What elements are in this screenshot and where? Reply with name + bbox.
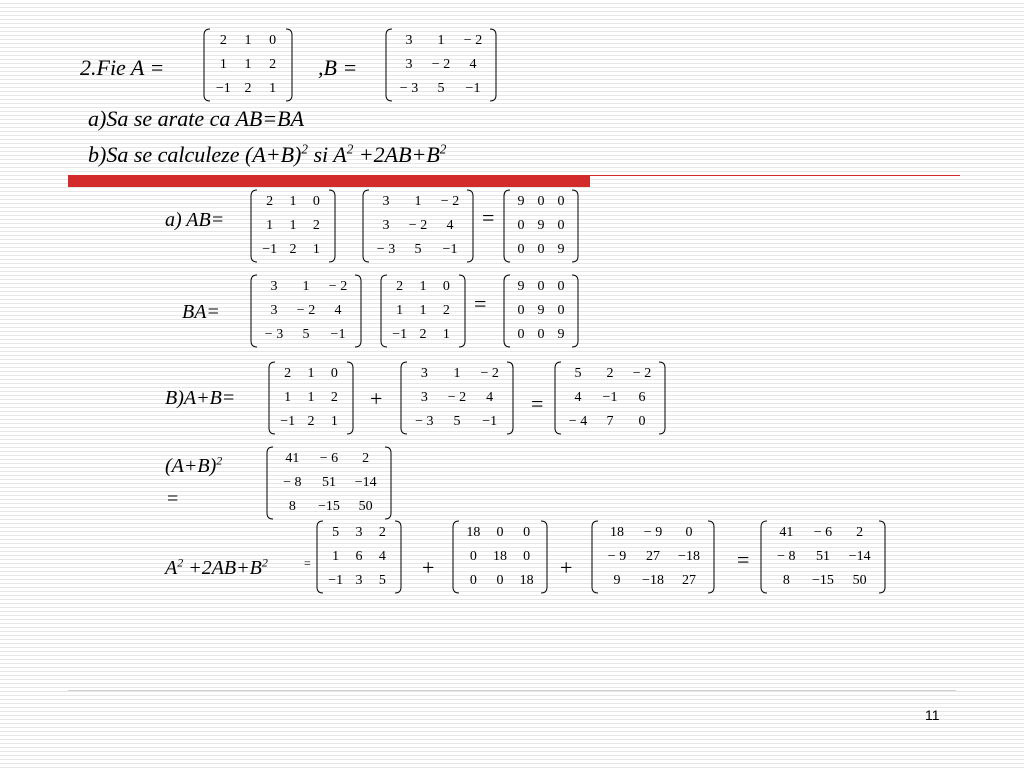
sum-equals: =	[531, 391, 544, 416]
matrix-cells	[599, 521, 707, 593]
matrix-cells	[408, 362, 506, 434]
matrix-cell: −1	[280, 414, 296, 429]
matrix-cell: 0	[523, 549, 531, 564]
matrix-cell: 0	[469, 549, 477, 564]
expand-result-equals: =	[737, 547, 750, 572]
matrix-cell: 51	[321, 475, 336, 490]
right-parenthesis	[459, 275, 465, 347]
sum-label: B)A+B=	[165, 387, 236, 409]
matrix-cell: −14	[354, 475, 377, 490]
left-parenthesis	[401, 362, 407, 434]
matrix-cell: 18	[610, 525, 624, 540]
matrix-cell: −1	[482, 414, 498, 429]
matrix-cell: −18	[642, 573, 664, 588]
matrix-cell: 3	[420, 366, 428, 381]
matrix-cells	[258, 190, 328, 262]
matrix-cell: 2	[219, 33, 227, 48]
matrix-cells	[460, 521, 540, 593]
matrix-cell: − 2	[447, 390, 467, 405]
matrix-cell: 18	[492, 549, 507, 564]
matrix-cell: 3	[405, 57, 413, 72]
matrix-b	[385, 27, 497, 103]
matrix-cell: 2	[312, 218, 320, 233]
matrix-cell: 1	[419, 303, 427, 318]
matrix-cell: 9	[557, 327, 565, 342]
matrix-cell: 0	[557, 218, 565, 233]
matrix-cell: 0	[537, 242, 545, 257]
matrix-a	[203, 27, 293, 103]
right-parenthesis	[490, 29, 496, 101]
left-parenthesis	[317, 521, 323, 593]
matrix-cell: 2	[396, 279, 404, 294]
right-parenthesis	[347, 362, 353, 434]
matrix-cell: 5	[302, 327, 310, 342]
matrix-cell: − 2	[632, 366, 652, 381]
matrix-cell: 1	[244, 57, 252, 72]
matrix-cell: 4	[574, 390, 582, 405]
matrix-cell: 0	[557, 303, 565, 318]
matrix-cell: 2	[419, 327, 427, 342]
matrix-cell: 50	[358, 499, 373, 514]
footer-divider	[68, 690, 956, 691]
matrix-cells	[511, 275, 571, 347]
matrix-cell: − 3	[264, 327, 284, 342]
matrix-cell: 0	[537, 327, 545, 342]
matrix-cell: −15	[318, 499, 340, 514]
title-underline-line	[590, 175, 960, 176]
matrix-cell: 2	[244, 81, 252, 96]
exponent: 2	[439, 141, 447, 157]
square-label-text: (A+B)	[165, 455, 217, 477]
matrix-cell: 18	[466, 525, 481, 540]
matrix-cell: − 2	[328, 279, 348, 294]
sum-plus: +	[370, 386, 383, 411]
matrix-cell: 1	[284, 390, 292, 405]
exponent: 2	[346, 141, 354, 157]
matrix-cell: − 2	[431, 57, 451, 72]
matrix-cells	[511, 190, 571, 262]
matrix-cell: 2	[856, 525, 864, 540]
matrix-cell: 0	[537, 194, 545, 209]
matrix-cell: −1	[392, 327, 408, 342]
matrix-cell: −1	[262, 242, 278, 257]
matrix-cell: 1	[437, 33, 445, 48]
matrix-cell: 0	[517, 242, 525, 257]
matrix-cell: 1	[307, 366, 315, 381]
b-squared-matrix	[591, 519, 715, 595]
matrix-cell: 2	[269, 57, 277, 72]
matrix-cell: 3	[405, 33, 413, 48]
matrix-cell: 41	[779, 525, 794, 540]
matrix-cell: − 9	[607, 549, 627, 564]
matrix-cell: 5	[378, 573, 386, 588]
ab-equals: =	[482, 205, 495, 230]
matrix-cell: 0	[496, 573, 504, 588]
matrix-cell: − 4	[568, 414, 588, 429]
matrix-cell: 1	[453, 366, 461, 381]
ba-matrix-a	[380, 273, 466, 349]
matrix-cells	[276, 362, 346, 434]
ab-label: a) AB=	[165, 209, 225, 231]
matrix-cell: −1	[215, 81, 231, 96]
problem-b-label: ,B =	[318, 55, 358, 80]
right-parenthesis	[659, 362, 665, 434]
matrix-cell: 9	[537, 218, 545, 233]
expand-plus-2: +	[560, 555, 573, 580]
right-parenthesis	[541, 521, 547, 593]
matrix-cell: 2	[284, 366, 292, 381]
sum-matrix-a	[268, 360, 354, 436]
matrix-cell: − 8	[777, 549, 796, 564]
title-underline-bar	[68, 175, 590, 187]
sum-result-matrix	[554, 360, 666, 436]
matrix-cell: 4	[334, 303, 342, 318]
matrix-cell: 1	[414, 194, 422, 209]
matrix-cell: 1	[330, 414, 338, 429]
right-parenthesis	[286, 29, 292, 101]
matrix-cell: − 3	[376, 242, 396, 257]
matrix-cell: 6	[638, 390, 646, 405]
matrix-cell: −1	[330, 327, 346, 342]
right-parenthesis	[572, 190, 578, 262]
matrix-cell: 0	[312, 194, 320, 209]
matrix-cell: 5	[574, 366, 582, 381]
matrix-cell: −18	[678, 549, 700, 564]
matrix-cells	[370, 190, 466, 262]
matrix-cell: 2	[378, 525, 386, 540]
exponent: 2	[301, 141, 308, 157]
matrix-cell: 41	[285, 451, 300, 466]
matrix-cell: 0	[330, 366, 338, 381]
left-parenthesis	[204, 29, 210, 101]
matrix-cell: −1	[602, 390, 618, 405]
matrix-cell: 3	[382, 194, 390, 209]
matrix-cell: − 2	[463, 33, 483, 48]
matrix-cell: 4	[469, 57, 477, 72]
matrix-cell: 8	[782, 573, 790, 588]
left-parenthesis	[761, 521, 767, 593]
square-result-matrix	[266, 445, 392, 521]
matrix-cells	[388, 275, 458, 347]
matrix-cell: 1	[442, 327, 450, 342]
part-b-mid: si A	[307, 142, 347, 167]
ba-matrix-b	[250, 273, 362, 349]
expand-label-a: A	[165, 557, 178, 579]
matrix-cell: 0	[517, 218, 525, 233]
matrix-cell: 5	[437, 81, 445, 96]
matrix-cell: 3	[270, 279, 278, 294]
left-parenthesis	[504, 190, 510, 262]
right-parenthesis	[708, 521, 714, 593]
matrix-cell: 2	[289, 242, 297, 257]
left-parenthesis	[504, 275, 510, 347]
matrix-cell: 0	[638, 414, 646, 429]
matrix-cell: 1	[332, 549, 340, 564]
matrix-cell: −1	[442, 242, 458, 257]
matrix-cell: 1	[312, 242, 320, 257]
right-parenthesis	[572, 275, 578, 347]
matrix-cell: 1	[302, 279, 310, 294]
sum-matrix-b	[400, 360, 514, 436]
matrix-cell: 3	[270, 303, 278, 318]
matrix-cell: 9	[517, 279, 525, 294]
part-b-mid2: +2AB+B	[353, 142, 440, 167]
matrix-cell: − 9	[643, 525, 663, 540]
matrix-cell: 1	[289, 218, 297, 233]
expand-result-matrix	[760, 519, 886, 595]
matrix-cell: 2	[442, 303, 450, 318]
ba-equals: =	[474, 291, 487, 316]
matrix-cell: 8	[288, 499, 296, 514]
matrix-cell: 1	[219, 57, 227, 72]
matrix-cell: − 6	[813, 525, 833, 540]
matrix-cells	[211, 29, 285, 101]
matrix-cell: 3	[355, 525, 363, 540]
matrix-cell: − 8	[283, 475, 302, 490]
matrix-cell: −1	[328, 573, 344, 588]
matrix-cell: −15	[812, 573, 834, 588]
matrix-cell: −1	[465, 81, 481, 96]
matrix-cell: − 3	[399, 81, 419, 96]
matrix-cell: 27	[646, 549, 660, 564]
left-parenthesis	[363, 190, 369, 262]
square-label	[165, 453, 223, 477]
matrix-cell: 1	[307, 390, 315, 405]
exponent: 2	[216, 453, 223, 468]
matrix-cell: 4	[378, 549, 386, 564]
matrix-cell: 0	[517, 303, 525, 318]
square-equals: =	[167, 488, 179, 510]
ab-result-matrix	[503, 188, 579, 264]
matrix-cell: 5	[414, 242, 422, 257]
ab-matrix-a	[250, 188, 336, 264]
matrix-cell: −14	[848, 549, 871, 564]
matrix-cell: − 2	[408, 218, 428, 233]
matrix-cell: 4	[486, 390, 494, 405]
matrix-cells	[324, 521, 394, 593]
left-parenthesis	[251, 275, 257, 347]
matrix-cell: 6	[355, 549, 363, 564]
right-parenthesis	[879, 521, 885, 593]
matrix-cell: − 2	[440, 194, 460, 209]
matrix-cell: 2	[606, 366, 614, 381]
matrix-cell: 2	[307, 414, 315, 429]
matrix-cell: 3	[382, 218, 390, 233]
matrix-cell: 0	[537, 279, 545, 294]
left-parenthesis	[592, 521, 598, 593]
right-parenthesis	[395, 521, 401, 593]
matrix-cell: 27	[682, 573, 696, 588]
matrix-cells	[562, 362, 658, 434]
matrix-cells	[768, 521, 878, 593]
matrix-cell: 1	[289, 194, 297, 209]
left-parenthesis	[381, 275, 387, 347]
matrix-cell: 9	[557, 242, 565, 257]
matrix-cell: − 2	[296, 303, 316, 318]
matrix-cell: 0	[523, 525, 531, 540]
matrix-cell: 0	[685, 525, 693, 540]
matrix-cell: 5	[453, 414, 461, 429]
page-number: 11	[925, 707, 940, 723]
matrix-cells	[258, 275, 354, 347]
matrix-cell: 9	[517, 194, 525, 209]
exponent: 2	[261, 555, 268, 570]
matrix-cell: 0	[557, 279, 565, 294]
expand-equals: =	[304, 556, 311, 570]
matrix-cell: 0	[269, 33, 277, 48]
a-squared-matrix	[316, 519, 402, 595]
right-parenthesis	[507, 362, 513, 434]
problem-part-a: a)Sa se arate ca AB=BA	[88, 106, 305, 131]
right-parenthesis	[355, 275, 361, 347]
matrix-cell: − 6	[319, 451, 339, 466]
matrix-cell: 2	[362, 451, 370, 466]
matrix-cell: 51	[815, 549, 830, 564]
matrix-cells	[393, 29, 489, 101]
matrix-cell: 2	[266, 194, 274, 209]
right-parenthesis	[385, 447, 391, 519]
matrix-cell: 0	[557, 194, 565, 209]
matrix-cell: 1	[419, 279, 427, 294]
matrix-cell: 0	[469, 573, 477, 588]
matrix-cell: 1	[244, 33, 252, 48]
expand-label	[165, 555, 268, 579]
ab-matrix-b	[362, 188, 474, 264]
two-ab-matrix	[452, 519, 548, 595]
expand-plus-1: +	[422, 555, 435, 580]
matrix-cell: 7	[606, 414, 614, 429]
problem-title: 2.Fie A =	[80, 55, 165, 80]
matrix-cell: 5	[332, 525, 340, 540]
left-parenthesis	[251, 190, 257, 262]
matrix-cell: 0	[517, 327, 525, 342]
matrix-cell: 1	[396, 303, 404, 318]
matrix-cell: 0	[442, 279, 450, 294]
left-parenthesis	[555, 362, 561, 434]
left-parenthesis	[269, 362, 275, 434]
matrix-cell: 3	[355, 573, 363, 588]
matrix-cell: 18	[519, 573, 534, 588]
part-b-lhs: b)Sa se calculeze (A+B)	[88, 142, 302, 167]
matrix-cell: 0	[496, 525, 504, 540]
matrix-cell: 4	[446, 218, 454, 233]
matrix-cell: 1	[269, 81, 277, 96]
ba-result-matrix	[503, 273, 579, 349]
left-parenthesis	[453, 521, 459, 593]
right-parenthesis	[329, 190, 335, 262]
matrix-cell: − 3	[415, 414, 434, 429]
matrix-cell: 2	[330, 390, 338, 405]
matrix-cells	[274, 447, 384, 519]
ba-label: BA=	[182, 301, 220, 323]
right-parenthesis	[467, 190, 473, 262]
matrix-cell: 3	[420, 390, 428, 405]
matrix-cell: 50	[852, 573, 867, 588]
matrix-cell: − 2	[480, 366, 499, 381]
matrix-cell: 9	[613, 573, 621, 588]
problem-part-b	[88, 141, 447, 167]
left-parenthesis	[267, 447, 273, 519]
left-parenthesis	[386, 29, 392, 101]
matrix-cell: 9	[537, 303, 545, 318]
exponent: 2	[177, 555, 184, 570]
matrix-cell: 1	[266, 218, 274, 233]
expand-label-b: +2AB+B	[183, 557, 262, 579]
